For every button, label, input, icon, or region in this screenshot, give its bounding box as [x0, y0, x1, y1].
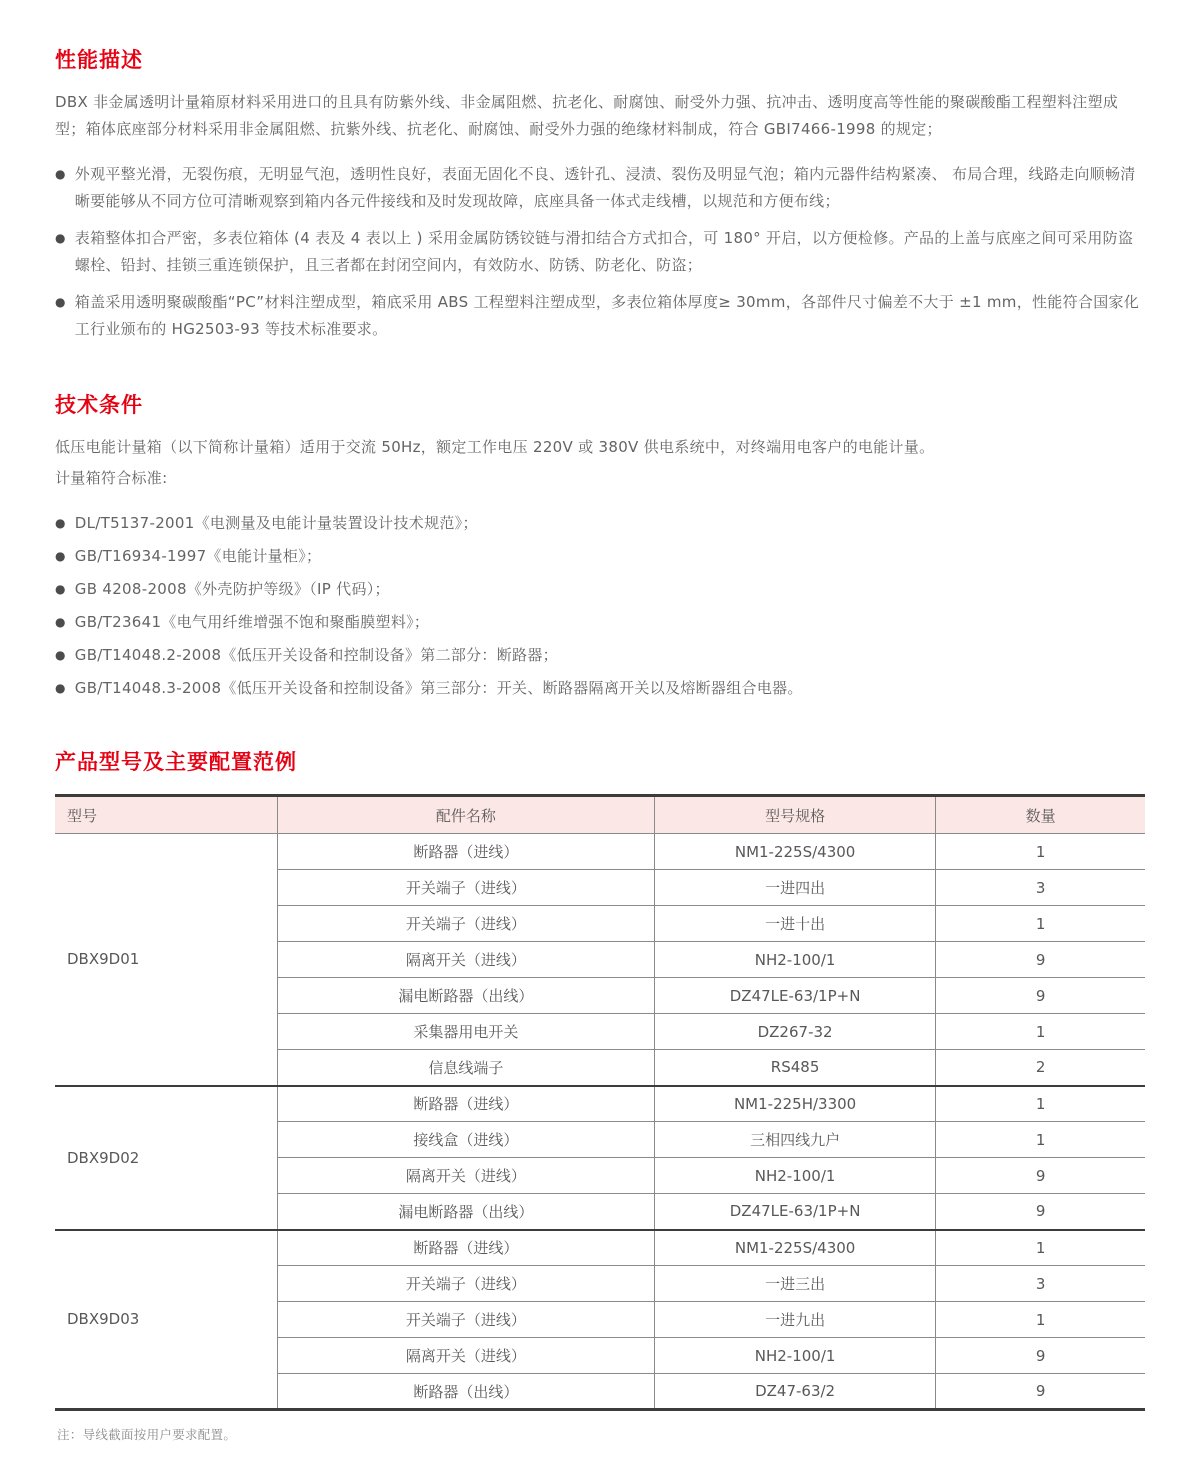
- bullet-text: 表箱整体扣合严密，多表位箱体 (4 表及 4 表以上 ) 采用金属防锈铰链与滑扣结合方式扣合，可 180° 开启，以方便检修。产品的上盖与底座之间可采用防盗螺栓、铅封、挂锁三重连锁保护，且三者都在封闭空间内，有效防水、防锈、防老化、防盗；: [74, 229, 1134, 274]
- cell-accessory-name: 隔离开关（进线）: [277, 1158, 654, 1194]
- cell-accessory-name: 断路器（出线）: [277, 1374, 654, 1410]
- section-title-config: 产品型号及主要配置范例: [55, 750, 297, 774]
- list-item: [55, 510, 1145, 537]
- table-row: [55, 834, 1145, 870]
- list-item: [55, 675, 1145, 702]
- standards-list: [55, 510, 1145, 702]
- column-header-model: 型号: [55, 796, 277, 834]
- config-table: [55, 794, 1145, 1411]
- technical-intro: 低压电能计量箱（以下简称计量箱）适用于交流 50Hz，额定工作电压 220V 或 380V 供电系统中，对终端用电客户的电能计量。: [55, 438, 935, 456]
- list-item: [55, 543, 1145, 570]
- cell-spec: RS485: [654, 1050, 935, 1086]
- section-title-technical: 技术条件: [55, 393, 143, 417]
- standard-text: GB/T14048.3-2008《低压开关设备和控制设备》第三部分：开关、断路器隔离开关以及熔断器组合电器。: [74, 679, 803, 697]
- column-header-spec: 型号规格: [654, 796, 935, 834]
- cell-quantity: 9: [936, 1374, 1145, 1410]
- list-item: [55, 642, 1145, 669]
- cell-model: DBX9D03: [55, 1230, 277, 1410]
- cell-quantity: 3: [936, 1266, 1145, 1302]
- cell-accessory-name: 漏电断路器（出线）: [277, 978, 654, 1014]
- cell-spec: 三相四线九户: [654, 1122, 935, 1158]
- bullet-icon: ●: [55, 648, 66, 662]
- cell-accessory-name: 开关端子（进线）: [277, 870, 654, 906]
- bullet-icon: ●: [55, 582, 66, 596]
- standards-label: 计量箱符合标准:: [55, 469, 168, 487]
- cell-quantity: 1: [936, 1122, 1145, 1158]
- list-item: [55, 609, 1145, 636]
- footnote: 注：导线截面按用户要求配置。: [57, 1427, 237, 1442]
- cell-accessory-name: 漏电断路器（出线）: [277, 1194, 654, 1230]
- cell-quantity: 9: [936, 978, 1145, 1014]
- column-header-quantity: 数量: [936, 796, 1145, 834]
- cell-accessory-name: 断路器（进线）: [277, 1086, 654, 1122]
- config-table-body: [55, 834, 1145, 1410]
- cell-accessory-name: 隔离开关（进线）: [277, 942, 654, 978]
- cell-quantity: 1: [936, 1086, 1145, 1122]
- performance-bullet-list: [55, 161, 1145, 343]
- bullet-icon: ●: [55, 549, 66, 563]
- list-item: [55, 161, 1145, 215]
- cell-quantity: 9: [936, 1194, 1145, 1230]
- list-item: [55, 576, 1145, 603]
- standard-text: GB/T16934-1997《电能计量柜》；: [74, 547, 322, 565]
- cell-spec: 一进三出: [654, 1266, 935, 1302]
- table-header-row: [55, 796, 1145, 834]
- cell-spec: NH2-100/1: [654, 942, 935, 978]
- cell-accessory-name: 接线盒（进线）: [277, 1122, 654, 1158]
- table-row: [55, 1086, 1145, 1122]
- cell-accessory-name: 断路器（进线）: [277, 1230, 654, 1266]
- cell-quantity: 9: [936, 942, 1145, 978]
- bullet-text: 外观平整光滑，无裂伤痕，无明显气泡，透明性良好，表面无固化不良、透针孔、浸渍、裂伤及明显气泡；箱内元器件结构紧凑、 布局合理，线路走向顺畅清晰要能够从不同方位可清晰观察到箱内各元件接线和及时发现故障，底座具备一体式走线槽，以规范和方便布线；: [74, 165, 1136, 210]
- list-item: [55, 225, 1145, 279]
- cell-accessory-name: 开关端子（进线）: [277, 906, 654, 942]
- cell-spec: NM1-225S/4300: [654, 834, 935, 870]
- cell-accessory-name: 隔离开关（进线）: [277, 1338, 654, 1374]
- cell-spec: 一进九出: [654, 1302, 935, 1338]
- cell-spec: DZ47-63/2: [654, 1374, 935, 1410]
- cell-spec: DZ267-32: [654, 1014, 935, 1050]
- standard-text: GB/T23641《电气用纤维增强不饱和聚酯膜塑料》；: [74, 613, 430, 631]
- section-title-performance: 性能描述: [55, 48, 143, 72]
- bullet-icon: ●: [55, 167, 66, 181]
- standard-text: GB 4208-2008《外壳防护等级》（IP 代码）；: [74, 580, 390, 598]
- cell-spec: 一进十出: [654, 906, 935, 942]
- bullet-text: 箱盖采用透明聚碳酸酯“PC”材料注塑成型，箱底采用 ABS 工程塑料注塑成型，多表位箱体厚度≥ 30mm，各部件尺寸偏差不大于 ±1 mm，性能符合国家化工行业颁布的 HG2503-93 等技术标准要求。: [74, 293, 1140, 338]
- performance-intro: DBX 非金属透明计量箱原材料采用进口的且具有防紫外线、非金属阻燃、抗老化、耐腐蚀、耐受外力强、抗冲击、透明度高等性能的聚碳酸酯工程塑料注塑成型；箱体底座部分材料采用非金属阻燃、抗紫外线、抗老化、耐腐蚀、耐受外力强的绝缘材料制成，符合 GBI7466-1998 的规定；: [55, 93, 1119, 138]
- bullet-icon: ●: [55, 516, 66, 530]
- config-table-header: [55, 796, 1145, 834]
- cell-accessory-name: 断路器（进线）: [277, 834, 654, 870]
- cell-accessory-name: 开关端子（进线）: [277, 1266, 654, 1302]
- cell-accessory-name: 采集器用电开关: [277, 1014, 654, 1050]
- cell-model: DBX9D02: [55, 1086, 277, 1230]
- cell-spec: NM1-225H/3300: [654, 1086, 935, 1122]
- cell-model: DBX9D01: [55, 834, 277, 1086]
- cell-quantity: 2: [936, 1050, 1145, 1086]
- cell-quantity: 3: [936, 870, 1145, 906]
- cell-spec: NH2-100/1: [654, 1338, 935, 1374]
- bullet-icon: ●: [55, 231, 66, 245]
- cell-quantity: 1: [936, 1014, 1145, 1050]
- cell-accessory-name: 开关端子（进线）: [277, 1302, 654, 1338]
- cell-spec: NH2-100/1: [654, 1158, 935, 1194]
- cell-quantity: 1: [936, 906, 1145, 942]
- cell-accessory-name: 信息线端子: [277, 1050, 654, 1086]
- cell-spec: 一进四出: [654, 870, 935, 906]
- cell-spec: DZ47LE-63/1P+N: [654, 978, 935, 1014]
- cell-quantity: 9: [936, 1338, 1145, 1374]
- standard-text: GB/T14048.2-2008《低压开关设备和控制设备》第二部分：断路器；: [74, 646, 558, 664]
- cell-spec: DZ47LE-63/1P+N: [654, 1194, 935, 1230]
- bullet-icon: ●: [55, 681, 66, 695]
- cell-quantity: 9: [936, 1158, 1145, 1194]
- table-row: [55, 1230, 1145, 1266]
- cell-quantity: 1: [936, 1230, 1145, 1266]
- cell-spec: NM1-225S/4300: [654, 1230, 935, 1266]
- standard-text: DL/T5137-2001《电测量及电能计量装置设计技术规范》；: [74, 514, 478, 532]
- list-item: [55, 289, 1145, 343]
- column-header-accessory: 配件名称: [277, 796, 654, 834]
- bullet-icon: ●: [55, 295, 66, 309]
- bullet-icon: ●: [55, 615, 66, 629]
- cell-quantity: 1: [936, 834, 1145, 870]
- cell-quantity: 1: [936, 1302, 1145, 1338]
